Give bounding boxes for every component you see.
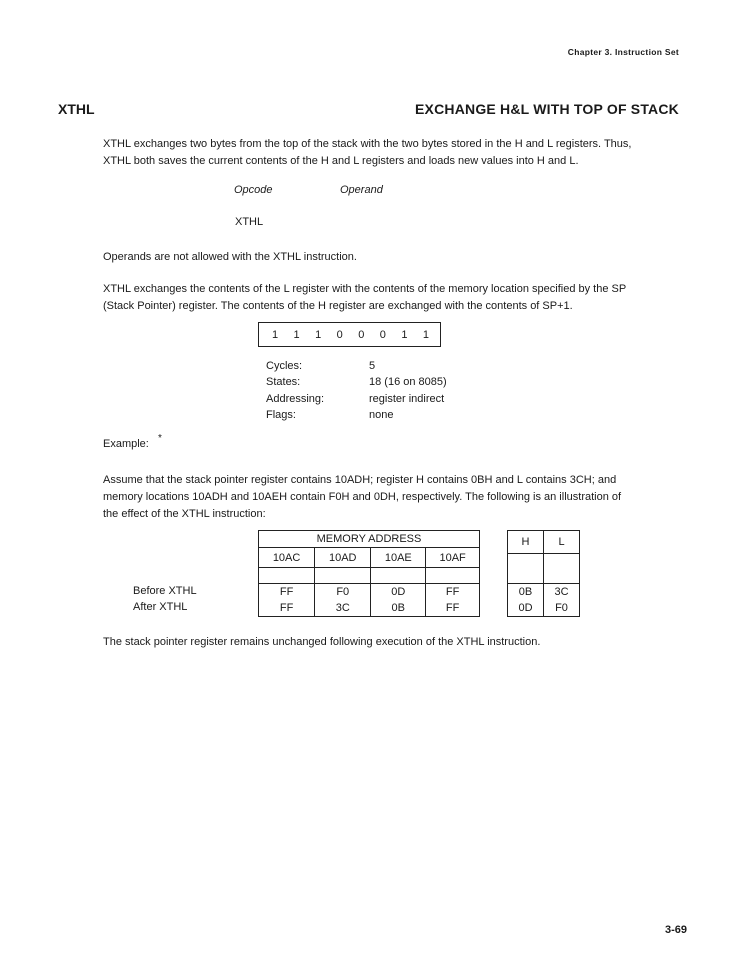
addressing-value: register indirect [369, 393, 445, 405]
after-register-cell: F0 [544, 600, 580, 617]
opcode-bit: 1 [271, 328, 279, 341]
before-memory-cell: F0 [315, 584, 371, 600]
page-number: 3-69 [664, 924, 687, 936]
closing-text: The stack pointer register remains unchanged following execution of the XTHL instruction. [103, 636, 541, 648]
opcode-value: XTHL [235, 216, 264, 228]
address-cell: 10AE [371, 548, 426, 568]
instruction-title: EXCHANGE H&L WITH TOP OF STACK [415, 101, 679, 117]
cycles-label: Cycles: [266, 360, 303, 372]
after-register-cell: 0D [508, 600, 544, 617]
register-header-h: H [508, 531, 544, 554]
addressing-label: Addressing: [266, 393, 325, 405]
address-cell: 10AF [426, 548, 480, 568]
intro-line-1: XTHL exchanges two bytes from the top of the stack with the two bytes stored in the H and L registers. Thus, [103, 138, 632, 150]
memory-table [258, 530, 480, 617]
before-memory-cell: 0D [371, 584, 426, 600]
register-header-l: L [544, 531, 580, 554]
instruction-mnemonic: XTHL [58, 101, 95, 117]
example-line-3: the effect of the XTHL instruction: [103, 508, 266, 520]
opcode-label: Opcode [234, 184, 273, 196]
description-line-1: XTHL exchanges the contents of the L register with the contents of the memory location specified by the SP [103, 283, 627, 295]
example-label: Example: [103, 438, 149, 450]
register-table [507, 530, 580, 617]
opcode-bit: 0 [379, 328, 386, 341]
address-cell: 10AD [315, 548, 371, 568]
cycles-value: 5 [369, 360, 376, 372]
opcode-bit: 1 [293, 328, 300, 341]
after-row-label: After XTHL [133, 601, 188, 613]
example-mark: * [158, 433, 162, 444]
before-memory-cell: FF [426, 584, 480, 600]
intro-line-2: XTHL both saves the current contents of the H and L registers and loads new values into H and L. [103, 155, 579, 167]
operand-label: Operand [340, 184, 383, 196]
example-line-1: Assume that the stack pointer register contains 10ADH; register H contains 0BH and L contains 3CH; and [103, 474, 617, 486]
chapter-header: Chapter 3. Instruction Set [567, 47, 679, 57]
opcode-bit: 1 [401, 328, 408, 341]
after-memory-cell: 0B [371, 600, 426, 617]
opcode-bit: 0 [358, 328, 365, 341]
states-value: 18 (16 on 8085) [369, 376, 447, 388]
flags-value: none [369, 409, 394, 421]
operands-note: Operands are not allowed with the XTHL instruction. [103, 251, 357, 263]
opcode-bit: 1 [422, 328, 429, 341]
example-line-2: memory locations 10ADH and 10AEH contain F0H and 0DH, respectively. The following is an illustration of [103, 491, 622, 503]
after-memory-cell: FF [426, 600, 480, 617]
memory-address-header: MEMORY ADDRESS [259, 531, 480, 548]
after-memory-cell: 3C [315, 600, 371, 617]
after-memory-cell: FF [259, 600, 315, 617]
opcode-bit-box [258, 322, 441, 347]
before-register-cell: 3C [544, 584, 580, 600]
opcode-bit: 0 [336, 328, 343, 341]
address-cell: 10AC [259, 548, 315, 568]
before-row-label: Before XTHL [133, 585, 197, 597]
opcode-bit: 1 [315, 328, 322, 341]
flags-label: Flags: [266, 409, 296, 421]
before-memory-cell: FF [259, 584, 315, 600]
states-label: States: [266, 376, 301, 388]
before-register-cell: 0B [508, 584, 544, 600]
description-line-2: (Stack Pointer) register. The contents of the H register are exchanged with the contents of SP+1. [103, 300, 573, 312]
